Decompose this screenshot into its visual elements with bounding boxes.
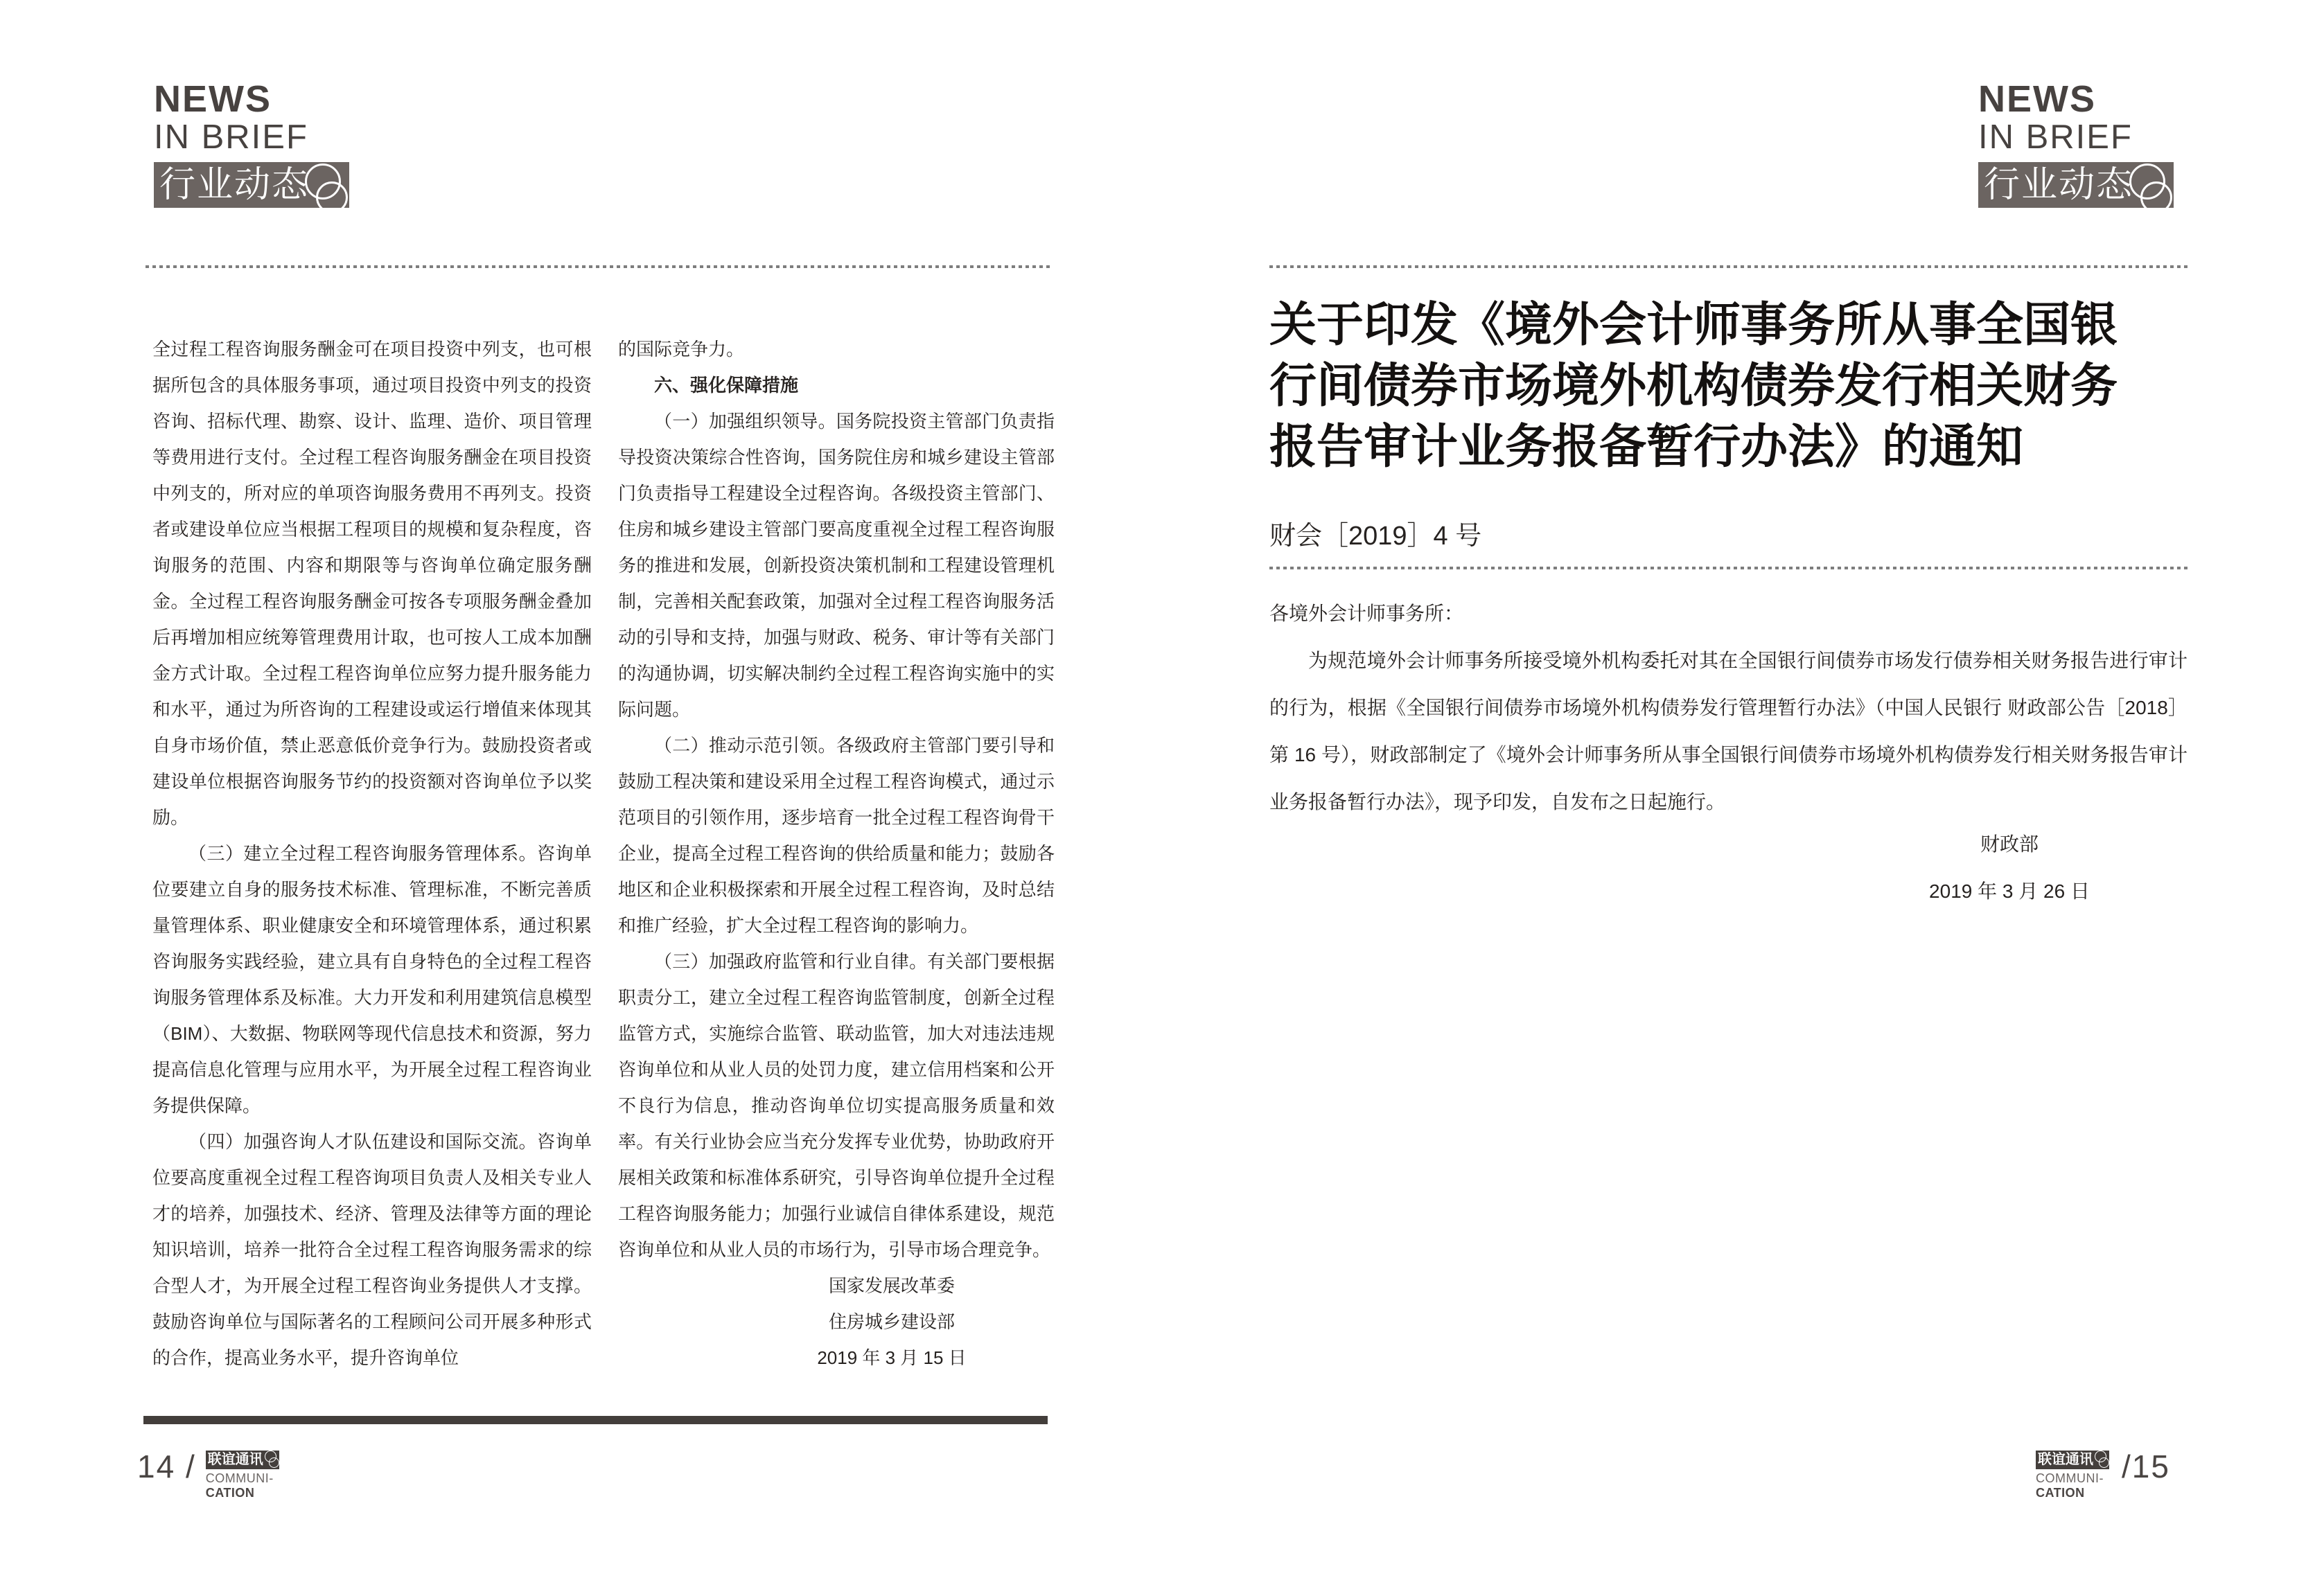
logo-circle-icon [269,1457,279,1468]
body-paragraph: （三）加强政府监管和行业自律。有关部门要根据职责分工，建立全过程工程咨询监管制度，创新全过程监管方式，实施综合监管、联动监管，加大对违法违规咨询单位和从业人员的处罚力度，建立信用档案和公开不良行为信息，推动咨询单位切实提高服务质量和效率。有关行业协会应当充分发挥专业优势，协助政府开展相关政策和标准体系研究，引导咨询单位提升全过程工程咨询服务能力；加强行业诚信自律体系建设，规范咨询单位和从业人员的市场行为，引导市场合理竞争。 [618,951,1055,1260]
body-paragraph: 全过程工程咨询服务酬金可在项目投资中列支，也可根据所包含的具体服务事项，通过项目投资中列支的投资咨询、招标代理、勘察、设计、监理、造价、项目管理等费用进行支付。全过程工程咨询服务酬金在项目投资中列支的，所对应的单项咨询服务费用不再列支。投资者或建设单位应当根据工程项目的规模和复杂程度，咨询服务的范围、内容和期限等与咨询单位确定服务酬金。全过程工程咨询服务酬金可按各专项服务酬金叠加后再增加相应统筹管理费用计取，也可按人工成本加酬金方式计取。全过程工程咨询单位应努力提升服务能力和水平，通过为所咨询的工程建设或运行增值来体现其自身市场价值，禁止恶意低价竞争行为。鼓励投资者或建设单位根据咨询服务节约的投资额对咨询单位予以奖励。 [152,339,592,828]
notice-signature [1822,821,2197,915]
signature-line: 财政部 [1980,833,2039,855]
right-page-footer [2036,1448,2170,1500]
right-page-dotted-rule-mid [1269,567,2187,569]
left-page-footer [137,1448,282,1500]
section-badge [1978,162,2174,208]
left-page-number: 14 / [137,1448,196,1484]
left-column-1 [152,331,592,1376]
body-paragraph: （三）建立全过程工程咨询服务管理体系。咨询单位要建立自身的服务技术标准、管理标准，不断完善质量管理体系、职业健康安全和环境管理体系，通过积累咨询服务实践经验，建立具有自身特色的全过程工程咨询服务管理体系及标准。大力开发和利用建筑信息模型（BIM）、大数据、物联网等现代信息技术和资源，努力提高信息化管理与应用水平，为开展全过程工程咨询业务提供保障。 [152,843,592,1116]
magazine-logo-cn: 联谊通讯 [2038,1452,2093,1467]
section-badge [154,162,349,208]
body-paragraph: （四）加强咨询人才队伍建设和国际交流。咨询单位要高度重视全过程工程咨询项目负责人及相关专业人才的培养，加强技术、经济、管理及法律等方面的理论知识培训，培养一批符合全过程工程咨询服务需求的综合型人才，为开展全过程工程咨询业务提供人才支撑。鼓励咨询单位与国际著名的工程顾问公司开展多种形式的合作，提高业务水平，提升咨询单位 [152,1131,592,1368]
right-page-dotted-rule-top [1269,265,2187,268]
section-badge-label: 行业动态 [159,165,310,205]
magazine-logo [2036,1451,2112,1500]
notice-title: 关于印发《境外会计师事务所从事全国银行间债券市场境外机构债券发行相关财务报告审计业务报备暂行办法》的通知 [1269,299,2118,473]
magazine-logo [206,1451,282,1500]
right-page-number: /15 [2122,1448,2170,1484]
notice-paragraph: 为规范境外会计师事务所接受境外机构委托对其在全国银行间债券市场发行债券相关财务报告进行审计的行为，根据《全国银行间债券市场境外机构债券发行管理暂行办法》（中国人民银行 财政部公告［2018］第 16 号），财政部制定了《境外会计师事务所从事全国银行间债券市场境外机构债券发行相关财务报告审计业务报备暂行办法》，现予印发，自发布之日起施行。 [1269,650,2187,813]
magazine-logo-en1: COMMUNI- [2036,1471,2104,1485]
magazine-logo-cn: 联谊通讯 [207,1452,263,1467]
left-page-dotted-rule [146,265,1050,268]
right-section-header [1978,80,2174,208]
document-number: 财会［2019］4 号 [1269,522,1482,551]
body-paragraph: 的国际竞争力。 [618,339,745,360]
magazine-logo-en2: CATION [205,1486,255,1500]
section-badge-label: 行业动态 [1984,165,2134,205]
body-paragraph: （一）加强组织领导。国务院投资主管部门负责指导投资决策综合性咨询，国务院住房和城乡建设主管部门负责指导工程建设全过程咨询。各级投资主管部门、住房和城乡建设主管部门要高度重视全过程工程咨询服务的推进和发展，创新投资决策机制和工程建设管理机制，完善相关配套政策，加强对全过程工程咨询服务活动的引导和支持，加强与财政、税务、审计等有关部门的沟通协调，切实解决制约全过程工程咨询实施中的实际问题。 [618,411,1055,720]
badge-circle-icon [316,181,348,208]
body-paragraph: 国家发展改革委 [828,1275,955,1296]
signature-line: 2019 年 3 月 26 日 [1929,880,2090,902]
news-subtitle: IN BRIEF [1978,118,2133,156]
left-section-header [154,80,349,208]
news-title: NEWS [154,78,272,120]
body-paragraph: 2019 年 3 月 15 日 [817,1347,967,1368]
body-paragraph: （二）推动示范引领。各级政府主管部门要引导和鼓励工程决策和建设采用全过程工程咨询模式，通过示范项目的引领作用，逐步培育一批全过程工程咨询骨干企业，提高全过程工程咨询的供给质量和能力；鼓励各地区和企业积极探索和开展全过程工程咨询，及时总结和推广经验，扩大全过程工程咨询的影响力。 [618,735,1055,936]
left-page-bottom-bar [143,1416,1048,1424]
body-paragraph: 六、强化保障措施 [654,375,799,396]
magazine-logo-badge [2036,1451,2109,1469]
notice-body [1269,590,2187,826]
news-title: NEWS [1978,78,2096,120]
body-paragraph: 住房城乡建设部 [828,1311,955,1332]
magazine-logo-en1: COMMUNI- [205,1471,274,1485]
salutation: 各境外会计师事务所： [1269,603,1464,624]
logo-circle-icon [2099,1457,2109,1468]
news-subtitle: IN BRIEF [154,118,308,156]
left-column-2 [618,331,1055,1376]
magazine-logo-badge [206,1451,279,1469]
magazine-logo-en2: CATION [2036,1486,2085,1500]
badge-circle-icon [2140,181,2172,208]
